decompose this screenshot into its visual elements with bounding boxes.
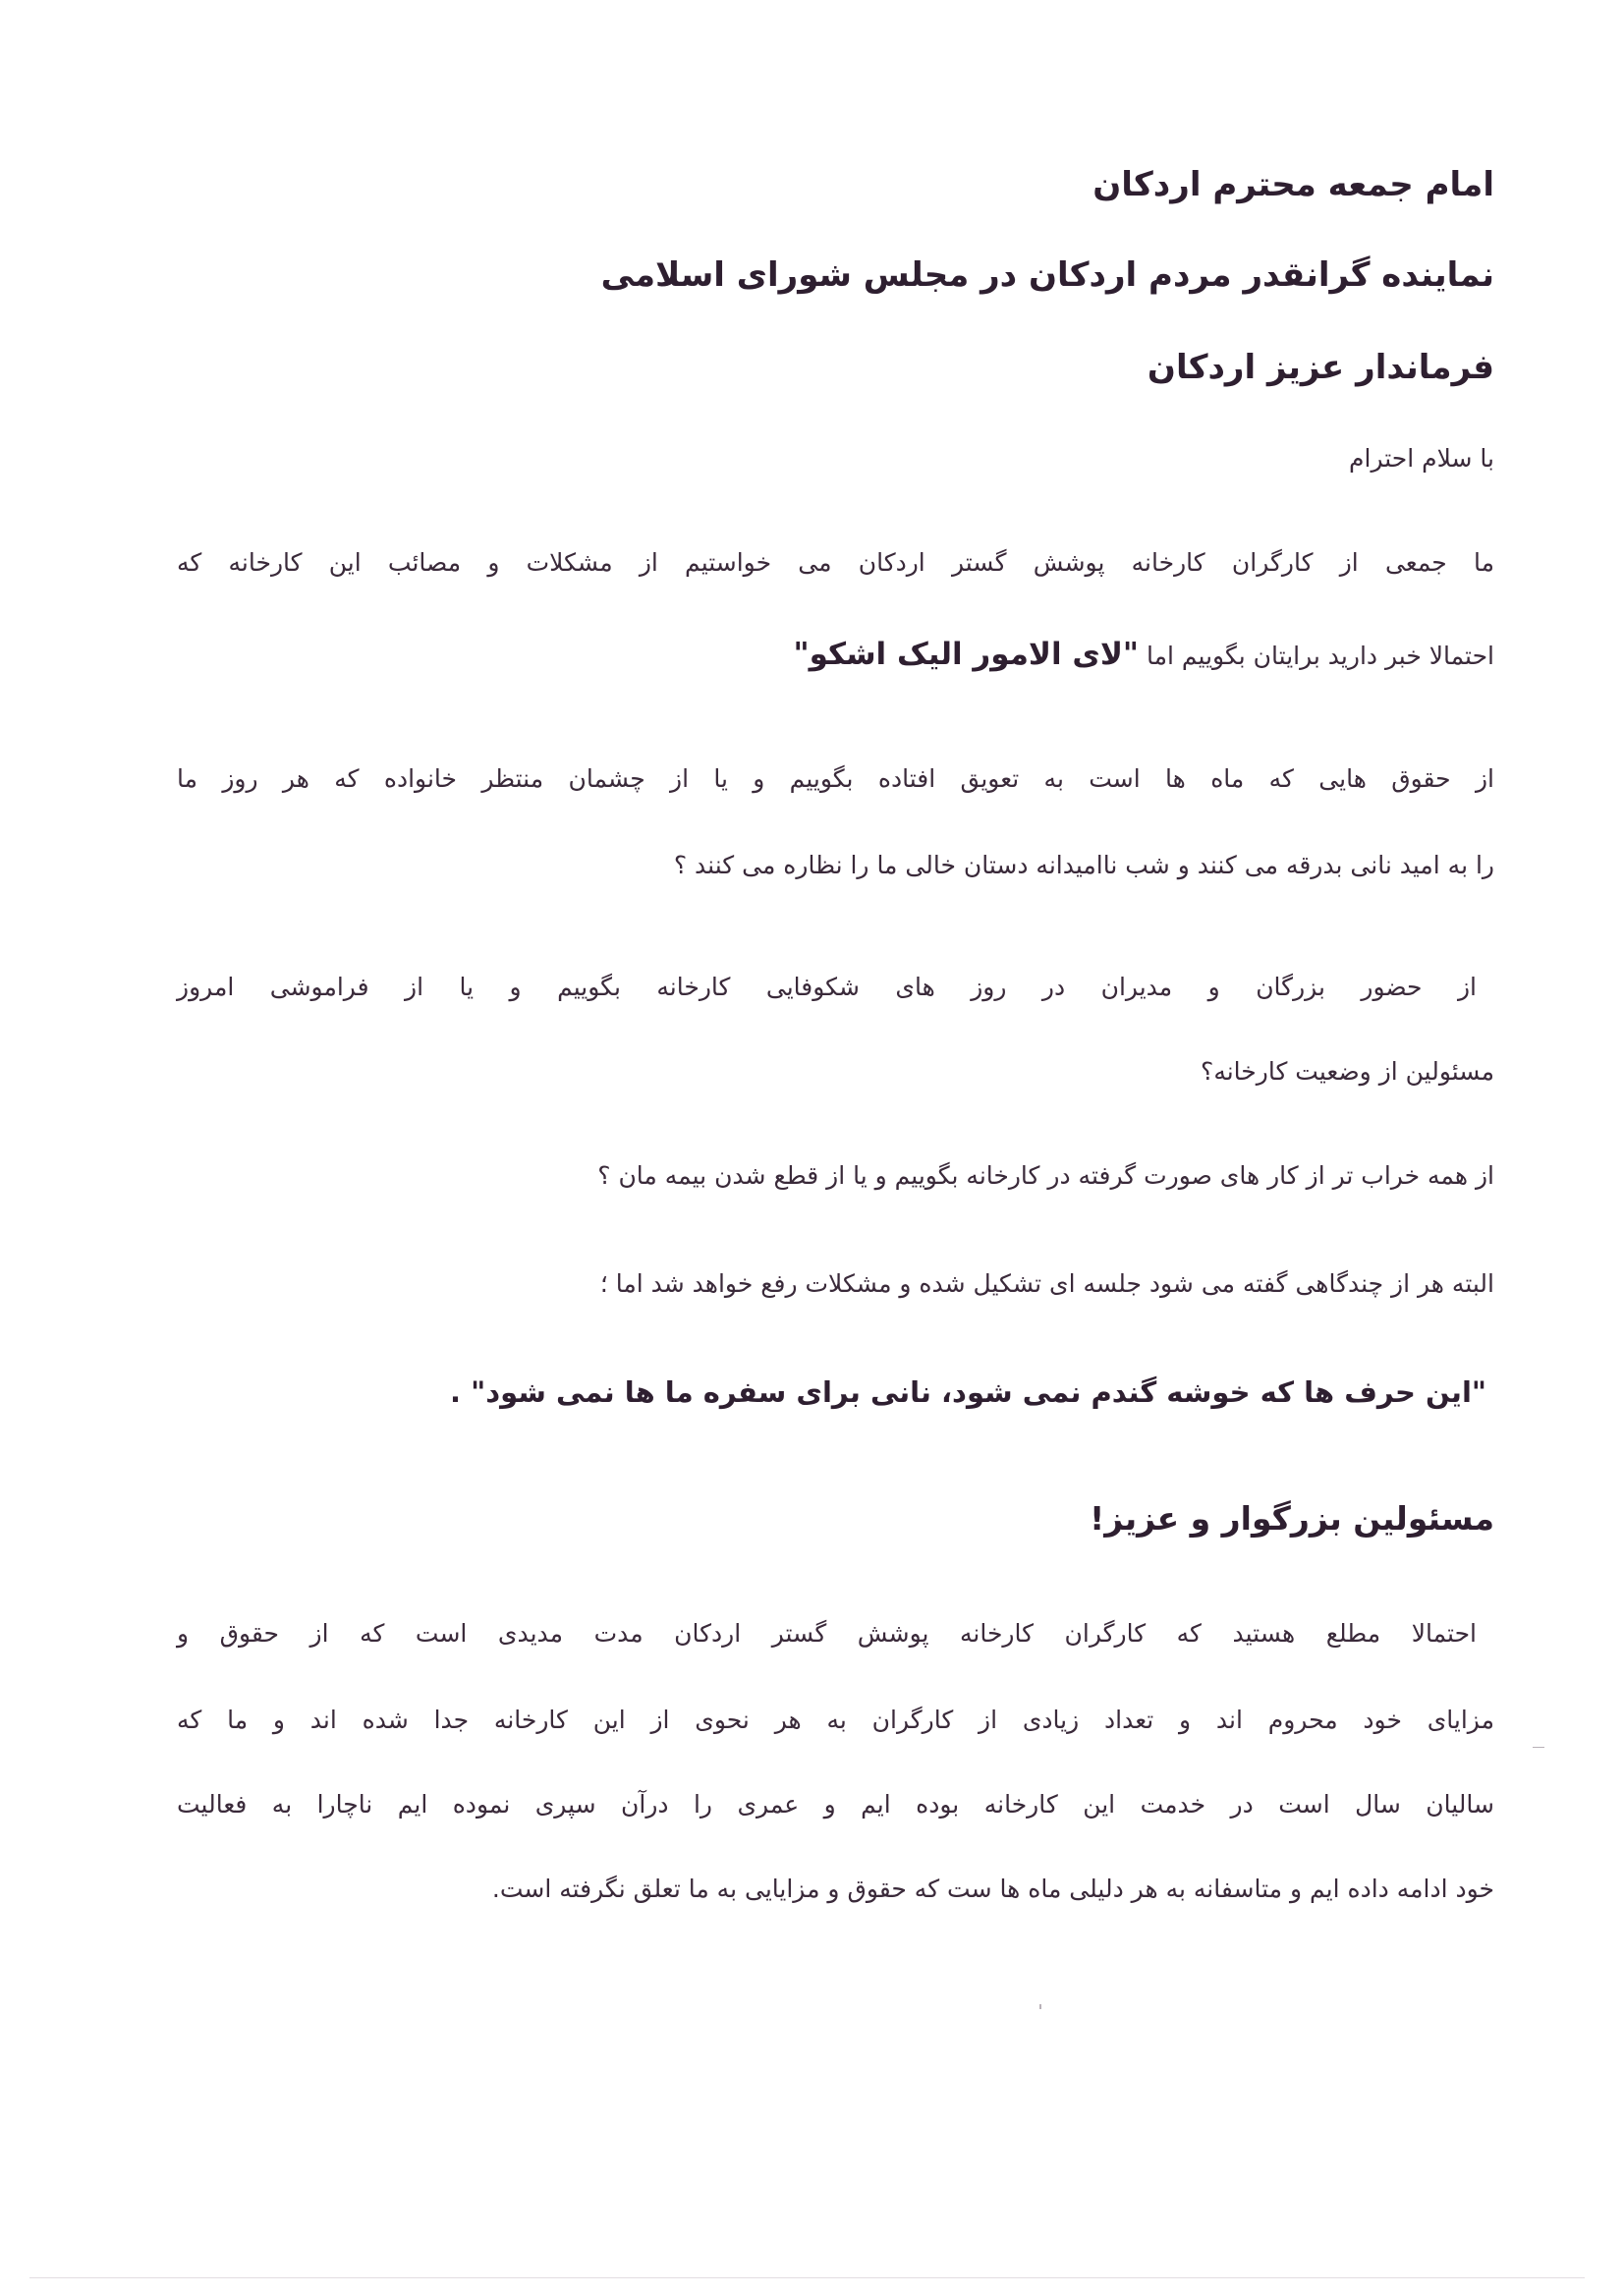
recipient-friday-imam: امام جمعه محترم اردکان: [1092, 165, 1494, 204]
recipient-governor: فرماندار عزیز اردکان: [1147, 348, 1494, 387]
quote-inline-bold: "لای الامور الیک اشکو": [793, 637, 1140, 672]
paragraph-6-line-2: مزایای خود محروم اند و تعداد زیادی از کارگران به هر نحوی از این کارخانه جدا شده اند و ما که: [177, 1706, 1494, 1734]
paragraph-6-line-3: سالیان سال است در خدمت این کارخانه بوده ایم و عمری را درآن سپری نموده ایم ناچارا به فعالیت: [177, 1790, 1494, 1819]
greeting: با سلام احترام: [1349, 444, 1494, 473]
paragraph-6-line-1: احتمالا مطلع هستید که کارگران کارخانه پوشش گستر اردکان مدت مدیدی است که از حقوق و: [177, 1619, 1477, 1648]
paragraph-3-line-1: از حضور بزرگان و مدیران در روز های شکوفایی کارخانه بگوییم و یا از فراموشی امروز: [177, 973, 1477, 1001]
paragraph-1-line-1: ما جمعی از کارگران کارخانه پوشش گستر اردکان می خواستیم از مشکلات و مصائب این کارخانه که: [177, 548, 1494, 577]
scan-bottom-edge: [29, 2277, 1585, 2278]
paragraph-2-line-1: از حقوق هایی که ماه ها است به تعویق افتاده بگوییم و یا از چشمان منتظر خانواده که هر روز ما: [177, 764, 1494, 793]
scan-speck: [1533, 1747, 1544, 1748]
paragraph-1-line-2: [793, 637, 1494, 672]
quote-line: "این حرف ها که خوشه گندم نمی شود، نانی برای سفره ما ها نمی شود" .: [450, 1375, 1486, 1409]
scan-speck: [1039, 2004, 1041, 2009]
paragraph-4: از همه خراب تر از کار های صورت گرفته در کارخانه بگوییم و یا از قطع شدن بیمه مان ؟: [597, 1161, 1494, 1190]
paragraph-5: البته هر از چندگاهی گفته می شود جلسه ای تشکیل شده و مشکلات رفع خواهد شد اما ؛: [599, 1269, 1494, 1298]
paragraph-6-line-4: خود ادامه داده ایم و متاسفانه به هر دلیلی ماه ها ست که حقوق و مزایایی به ما تعلق نگرفته است.: [491, 1875, 1494, 1903]
paragraph-2-line-2: را به امید نانی بدرقه می کنند و شب ناامیدانه دستان خالی ما را نظاره می کنند ؟: [673, 851, 1494, 879]
paragraph-3-line-2: مسئولین از وضعیت کارخانه؟: [1201, 1057, 1494, 1086]
paragraph-1-line-2-text: احتمالا خبر دارید برایتان بگوییم اما: [1139, 642, 1494, 670]
recipient-parliament-representative: نماینده گرانقدر مردم اردکان در مجلس شورای اسلامی: [600, 255, 1494, 295]
subheading-officials: مسئولین بزرگوار و عزیز!: [1090, 1499, 1494, 1538]
